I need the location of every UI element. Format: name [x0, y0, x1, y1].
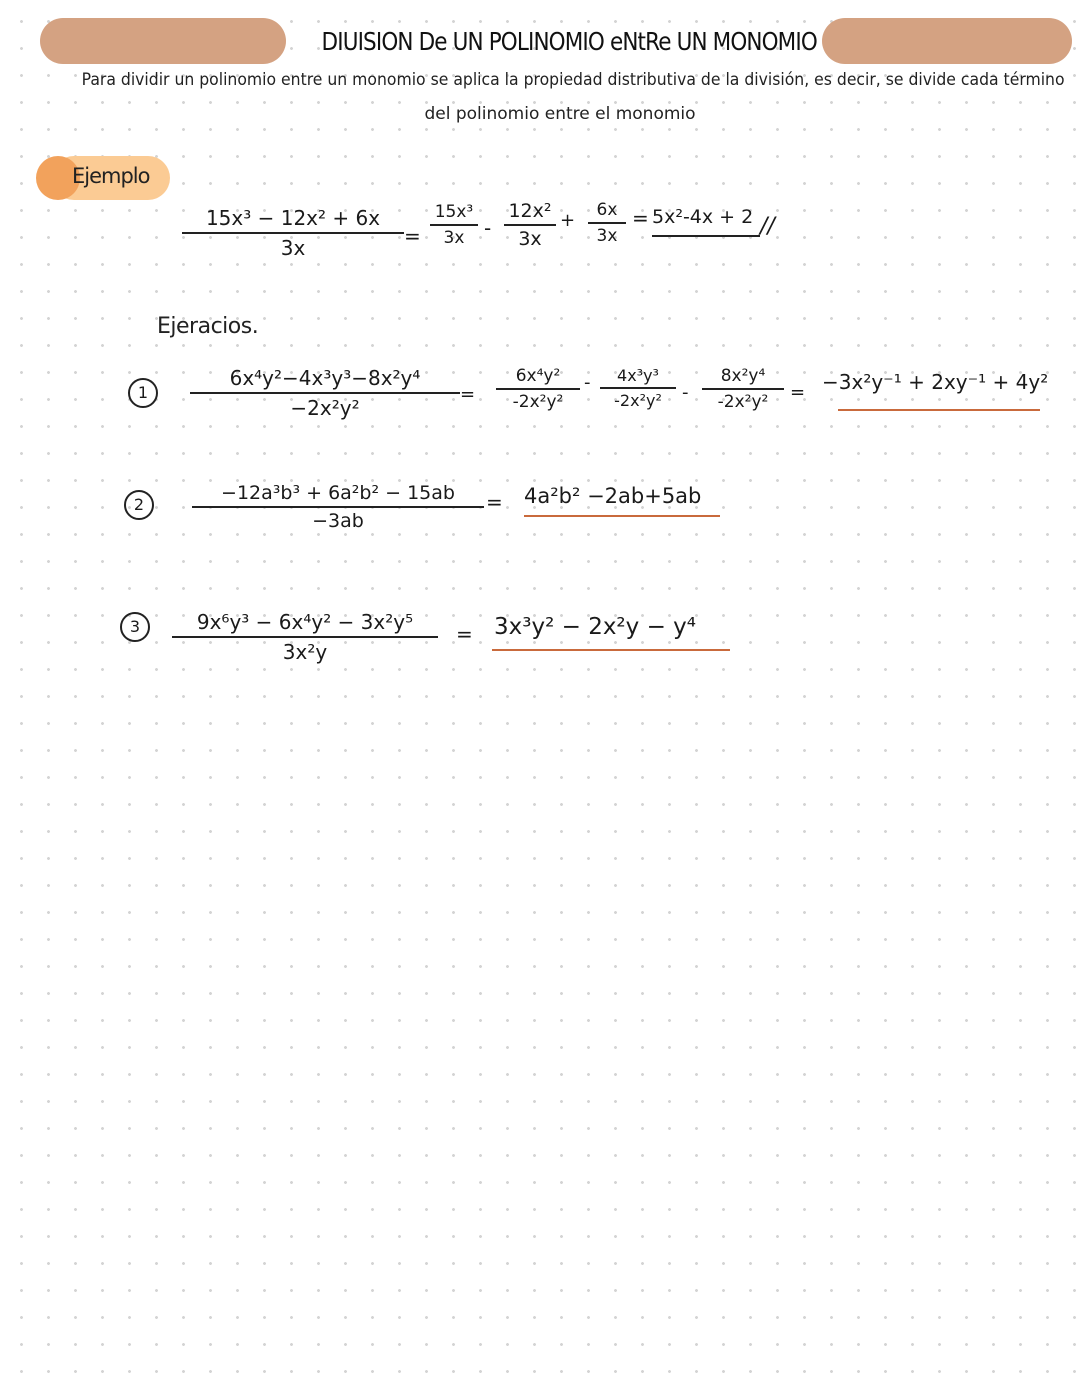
example-dividend: 15x³ − 12x² + 6x — [205, 206, 381, 230]
example-result-underline — [652, 235, 760, 237]
equals-sign: = — [460, 384, 476, 405]
minus-sign: - — [682, 382, 689, 403]
equals-sign: = — [456, 622, 473, 646]
exercise-number-badge: 3 — [120, 612, 150, 642]
equals-sign: = — [486, 490, 503, 514]
exercise-1-term-1: 6x⁴y² -2x²y² — [496, 366, 580, 412]
exercise-2-result: 4a²b² −2ab+5ab — [524, 484, 702, 508]
exercise-3-result: 3x³y² − 2x²y − y⁴ — [494, 614, 696, 640]
exercise-2-result-underline — [524, 515, 720, 517]
exercise-1-term-2: 4x³y³ -2x²y² — [600, 366, 676, 410]
minus-sign: - — [584, 372, 591, 393]
equals-sign: = — [404, 224, 421, 248]
exercise-1-main-fraction: 6x⁴y²−4x³y³−8x²y⁴ −2x²y² — [190, 366, 460, 420]
example-divisor: 3x — [280, 236, 306, 260]
exercise-1-term-3: 8x²y⁴ -2x²y² — [702, 366, 784, 412]
exercise-1-result: −3x²y⁻¹ + 2xy⁻¹ + 4y² — [822, 370, 1049, 394]
example-label: Ejemplo — [72, 164, 150, 188]
exercise-3-main-fraction: 9x⁶y³ − 6x⁴y² − 3x²y⁵ 3x²y — [172, 610, 438, 664]
intro-line-1: Para dividir un polinomio entre un monomio se aplica la propiedad distributiva de la división, es decir, se divide cada término — [81, 70, 1065, 90]
exercise-number-badge: 2 — [124, 490, 154, 520]
example-term-3: 6x 3x — [588, 200, 626, 246]
plus-sign: + — [560, 210, 576, 231]
title-pill-left — [40, 18, 286, 64]
done-mark: // — [760, 214, 775, 239]
example-result: 5x²-4x + 2 — [652, 206, 754, 228]
exercise-2-main-fraction: −12a³b³ + 6a²b² − 15ab −3ab — [192, 482, 484, 532]
title-pill-right — [822, 18, 1072, 64]
exercise-number-badge: 1 — [128, 378, 158, 408]
exercise-1-result-underline — [838, 409, 1040, 411]
page-title: DIUISION De UN POLINOMIO eNtRe UN MONOMIO — [321, 27, 817, 56]
exercise-3-result-underline — [492, 649, 730, 651]
intro-line-2: del polinomio entre el monomio — [424, 104, 696, 124]
example-term-2: 12x² 3x — [504, 200, 556, 250]
exercises-heading: Ejeracios. — [157, 314, 259, 339]
fraction-bar — [182, 232, 404, 234]
equals-sign: = — [790, 382, 806, 403]
example-main-fraction — [182, 206, 404, 260]
minus-sign: - — [484, 216, 492, 240]
example-term-1: 15x³ 3x — [430, 202, 478, 248]
equals-sign: = — [632, 206, 649, 230]
